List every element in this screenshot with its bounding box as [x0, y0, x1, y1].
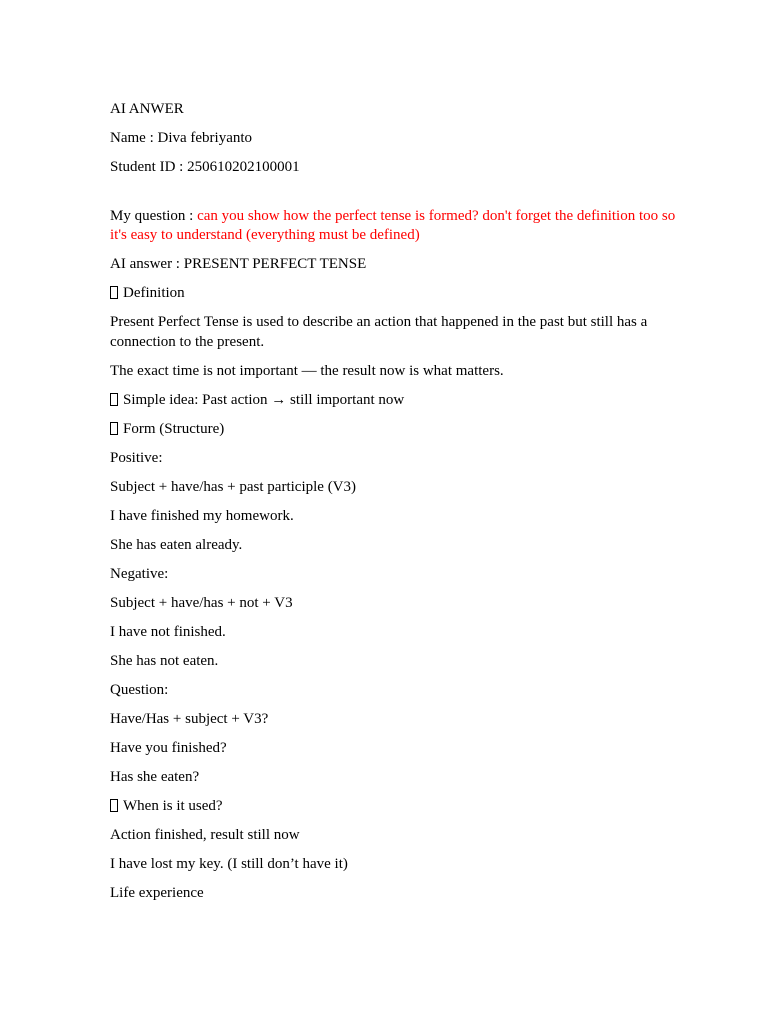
use-1-example: I have lost my key. (I still don’t have it) [110, 855, 348, 872]
when-heading: When is it used? [123, 797, 223, 814]
question-example-2: Has she eaten? [110, 768, 200, 785]
my-question [110, 207, 690, 246]
negative-formula: Subject + have/has + not + V3 [110, 594, 293, 611]
positive-label: Positive: [110, 449, 163, 466]
question-form-label: Question: [110, 681, 169, 698]
document-body [110, 100, 690, 913]
exact-time-text: The exact time is not important — the result now is what matters. [110, 362, 504, 379]
missing-glyph-icon [110, 393, 118, 406]
definition-heading: Definition [123, 285, 185, 301]
positive-formula: Subject + have/has + past participle (V3) [110, 478, 357, 495]
negative-label: Negative: [110, 565, 169, 582]
doc-title: AI ANWER [110, 101, 184, 117]
answer-heading: AI answer : PRESENT PERFECT TENSE [110, 256, 367, 272]
missing-glyph-icon [110, 286, 118, 299]
question-label: My question : [110, 207, 198, 224]
when-heading-line [110, 797, 690, 817]
use-1: Action finished, result still now [110, 826, 300, 843]
negative-example-1: I have not finished. [110, 623, 226, 640]
definition-text: Present Perfect Tense is used to describe an action that happened in the past but still has a connection to the present. [110, 314, 648, 350]
definition-heading-line [110, 284, 690, 304]
student-id: Student ID : 250610202100001 [110, 159, 300, 175]
student-name: Name : Diva febriyanto [110, 130, 253, 146]
positive-example-2: She has eaten already. [110, 536, 243, 553]
form-heading: Form (Structure) [123, 420, 225, 437]
negative-example-2: She has not eaten. [110, 652, 219, 669]
positive-example-1: I have finished my homework. [110, 507, 294, 524]
question-formula: Have/Has + subject + V3? [110, 710, 269, 727]
missing-glyph-icon [110, 799, 118, 812]
simple-idea-line [110, 391, 690, 411]
question-example-1: Have you finished? [110, 739, 227, 756]
simple-idea: Simple idea: Past action → still important now [123, 391, 405, 408]
use-2: Life experience [110, 884, 204, 901]
missing-glyph-icon [110, 422, 118, 435]
form-heading-line [110, 420, 690, 440]
question-text: can you show how the perfect tense is formed? don't forget the definition too so it's easy to understand (everything must be defined) [110, 207, 676, 243]
